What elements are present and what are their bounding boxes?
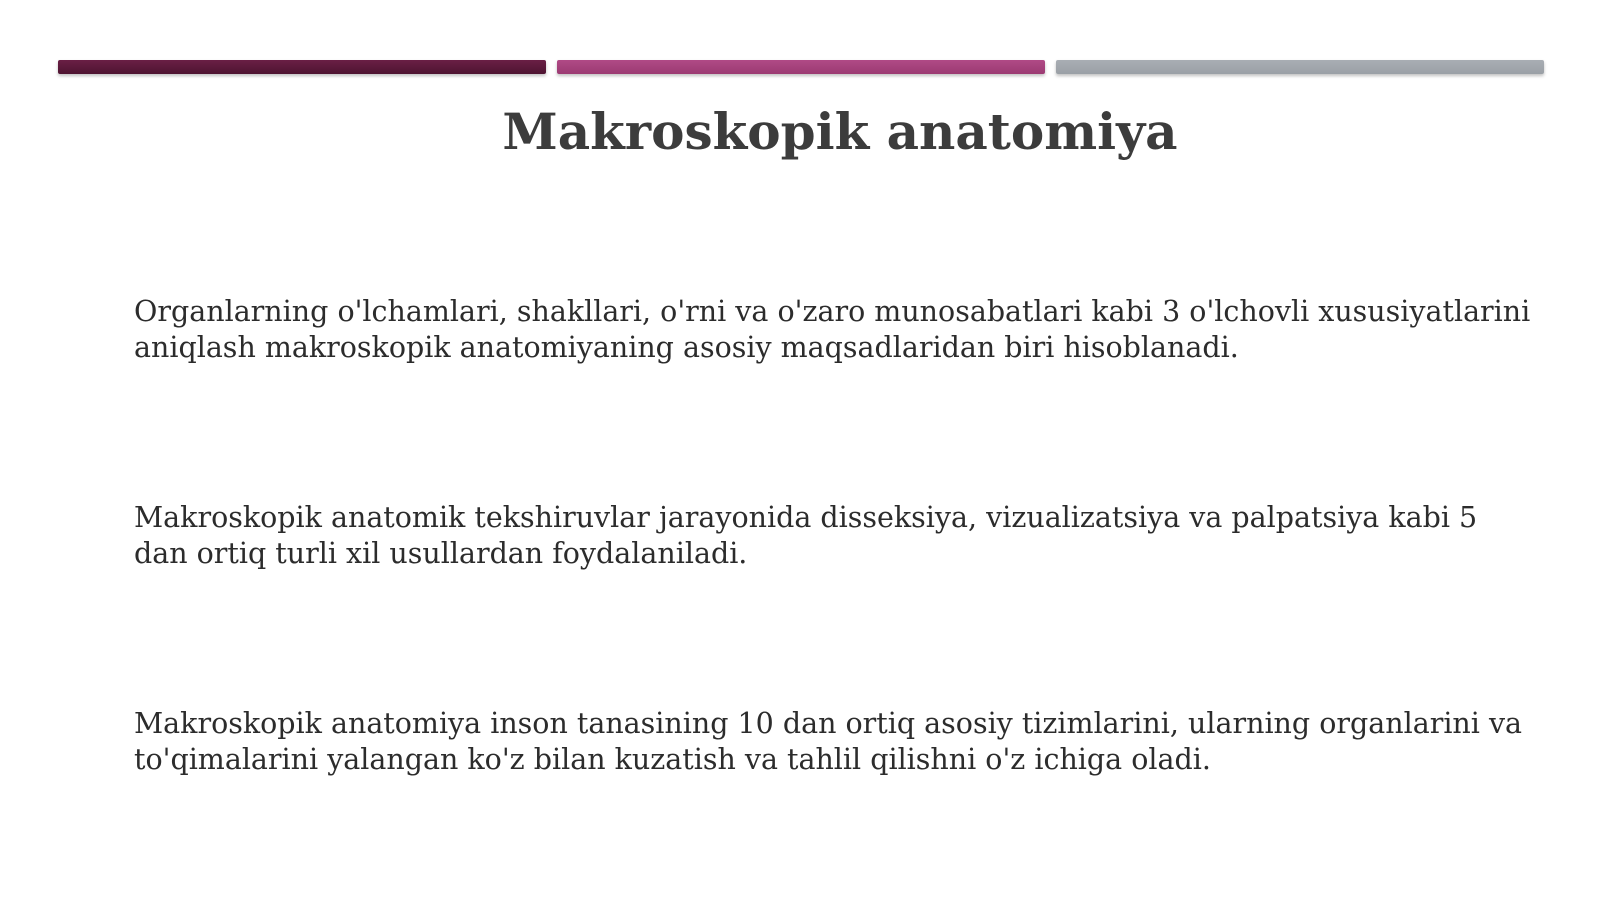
slide-title: Makroskopik anatomiya (502, 102, 1178, 161)
paragraph-3: Makroskopik anatomiya inson tanasining 10 dan ortiq asosiy tizimlarini, ularning organlarini va to'qimalarini yalangan ko'z bilan kuzatish va tahlil qilishni o'z ichiga oladi. (134, 707, 1523, 776)
accent-bar-dark (58, 60, 546, 74)
accent-bar-gray (1056, 60, 1544, 74)
accent-bar-magenta (557, 60, 1045, 74)
paragraph-1: Organlarning o'lchamlari, shakllari, o'rni va o'zaro munosabatlari kabi 3 o'lchovli xususiyatlarini aniqlash makroskopik anatomiyaning asosiy maqsadlaridan biri hisoblanadi. (134, 295, 1531, 364)
paragraph-2: Makroskopik anatomik tekshiruvlar jarayonida disseksiya, vizualizatsiya va palpatsiya kabi 5 dan ortiq turli xil usullardan foydalaniladi. (134, 501, 1478, 570)
